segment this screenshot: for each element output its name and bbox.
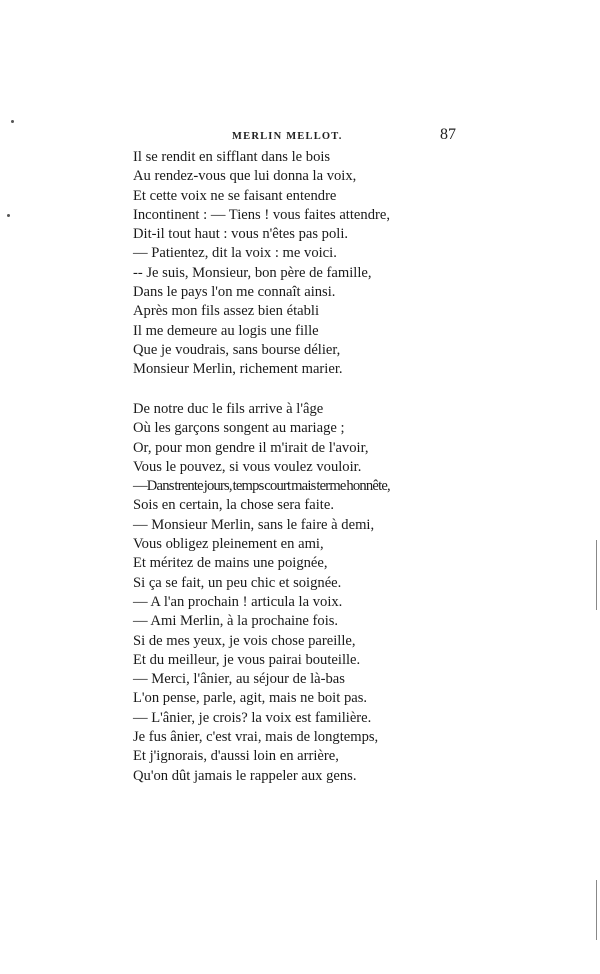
stanza: [133, 400, 390, 786]
verse-line: Sois en certain, la chose sera faite.: [133, 497, 334, 514]
verse-line: Et méritez de mains une poignée,: [133, 555, 328, 572]
page-edge-mark: [596, 540, 597, 610]
verse-line: Incontinent : — Tiens ! vous faites attendre,: [133, 206, 390, 223]
verse-line: Or, pour mon gendre il m'irait de l'avoir,: [133, 439, 369, 456]
verse-line: Qu'on dût jamais le rappeler aux gens.: [133, 767, 357, 784]
verse-line: Monsieur Merlin, richement marier.: [133, 361, 343, 378]
verse-line: Il me demeure au logis une fille: [133, 322, 319, 339]
verse-line: Et du meilleur, je vous pairai bouteille.: [133, 651, 361, 668]
verse-line: — Merci, l'ânier, au séjour de là-bas: [133, 671, 345, 688]
verse-line: Où les garçons songent au mariage ;: [133, 420, 345, 437]
verse-line: De notre duc le fils arrive à l'âge: [133, 401, 324, 417]
verse-line: Dans le pays l'on me connaît ainsi.: [133, 284, 336, 301]
verse-line: Au rendez-vous que lui donna la voix,: [133, 168, 357, 185]
page-edge-mark: [596, 880, 597, 940]
verse-line: Il se rendit en sifflant dans le bois: [133, 149, 331, 165]
verse-line: L'on pense, parle, agit, mais ne boit pas.: [133, 690, 368, 707]
verse-line: Et j'ignorais, d'aussi loin en arrière,: [133, 748, 339, 765]
stanza: [133, 148, 390, 380]
verse-line: Dit-il tout haut : vous n'êtes pas poli.: [133, 226, 349, 243]
verse-line: Après mon fils assez bien établi: [133, 303, 320, 320]
verse-line: Si ça se fait, un peu chic et soignée.: [133, 574, 342, 591]
verse-line: — L'ânier, je crois? la voix est familière.: [133, 709, 372, 726]
ink-speck: [7, 214, 10, 217]
verse-line: —Dans trente jours, temps court mais terme honnête,: [133, 478, 390, 495]
verse-line: Vous obligez pleinement en ami,: [133, 536, 324, 553]
verse-line: — Monsieur Merlin, sans le faire à demi,: [133, 516, 375, 533]
page-number: 87: [440, 126, 456, 143]
verse-line: — Ami Merlin, à la prochaine fois.: [133, 613, 339, 630]
verse-line: — A l'an prochain ! articula la voix.: [133, 593, 343, 610]
ink-speck: [11, 120, 14, 123]
verse-line: — Patientez, dit la voix : me voici.: [133, 245, 337, 262]
verse-line: Que je voudrais, sans bourse délier,: [133, 341, 341, 358]
verse-line: Je fus ânier, c'est vrai, mais de longtemps,: [133, 729, 379, 746]
verse-line: Vous le pouvez, si vous voulez vouloir.: [133, 458, 362, 475]
verse-line: Et cette voix ne se faisant entendre: [133, 187, 337, 204]
running-head: MERLIN MELLOT.: [232, 131, 343, 142]
verse-line: Si de mes yeux, je vois chose pareille,: [133, 632, 356, 649]
verse-line: -- Je suis, Monsieur, bon père de famille,: [133, 264, 372, 281]
